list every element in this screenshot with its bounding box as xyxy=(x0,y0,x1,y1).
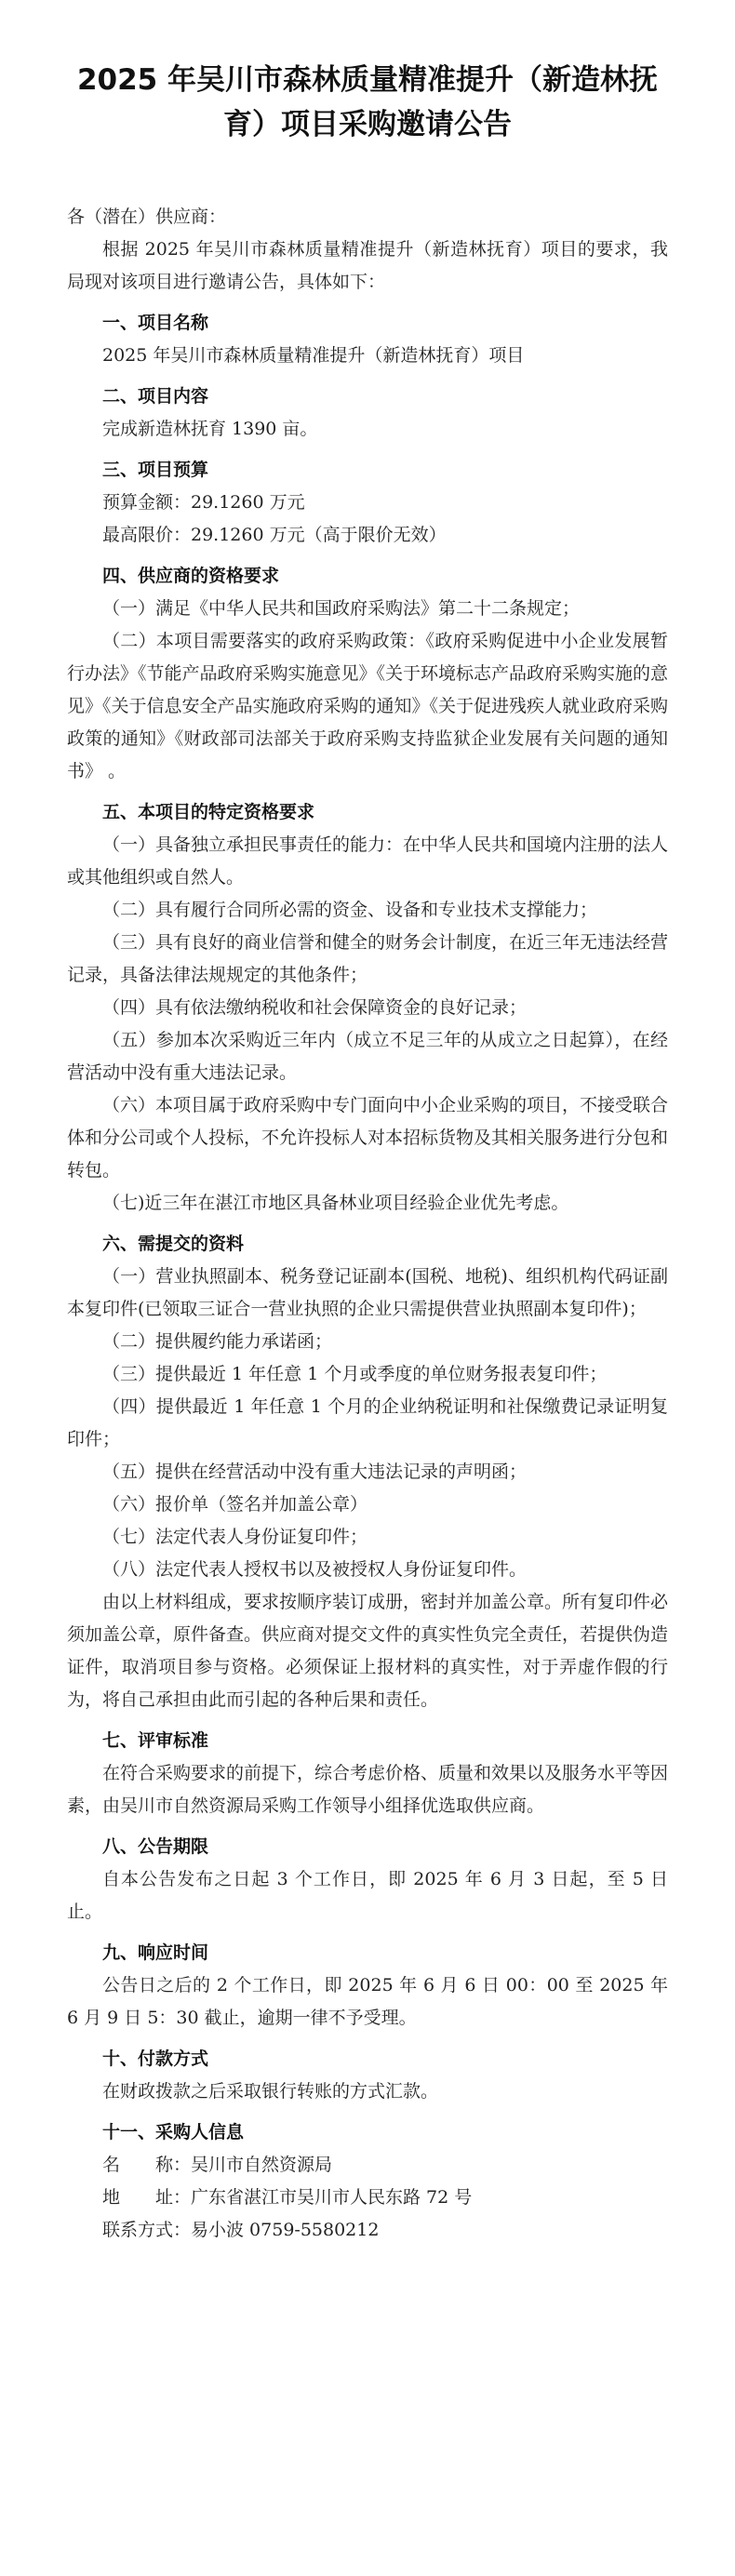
document-item: （四）提供最近 1 年任意 1 个月的企业纳税证明和社保缴费记录证明复印件； xyxy=(67,1396,668,1449)
section-heading-supplier-qualification: 四、供应商的资格要求 xyxy=(102,566,280,586)
payment-text: 在财政拨款之后采取银行转账的方式汇款。 xyxy=(102,2081,439,2102)
specific-qualification-item: （二）具有履行合同所必需的资金、设备和专业技术支撑能力； xyxy=(102,900,598,920)
section-heading-payment: 十、付款方式 xyxy=(102,2049,209,2069)
project-name-text: 2025 年吴川市森林质量精准提升（新造林抚育）项目 xyxy=(102,345,525,366)
specific-qualification-item: （四）具有依法缴纳税收和社会保障资金的良好记录； xyxy=(102,997,528,1018)
document-item: （一）营业执照副本、税务登记证副本(国税、地税)、组织机构代码证副本复印件(已领取三证合一营业执照的企业只需提供营业执照副本复印件)； xyxy=(67,1266,668,1319)
max-price: 最高限价：29.1260 万元（高于限价无效） xyxy=(102,525,447,545)
response-time-text: 公告日之后的 2 个工作日，即 2025 年 6 月 6 日 00：00 至 2025 年 6 月 9 日 5：30 截止，逾期一律不予受理。 xyxy=(67,1975,668,2028)
purchaser-address-row xyxy=(67,2182,668,2214)
section-heading-documents: 六、需提交的资料 xyxy=(102,1234,245,1254)
section-heading-notice-period: 八、公告期限 xyxy=(102,1836,209,1857)
purchaser-address-value: 广东省湛江市吴川市人民东路 72 号 xyxy=(191,2187,473,2208)
evaluation-text: 在符合采购要求的前提下，综合考虑价格、质量和效果以及服务水平等因素，由吴川市自然资源局采购工作领导小组择优选取供应商。 xyxy=(67,1763,669,1816)
section-heading-budget: 三、项目预算 xyxy=(102,460,209,480)
section-heading-project-name: 一、项目名称 xyxy=(102,313,209,333)
specific-qualification-item: （一）具备独立承担民事责任的能力：在中华人民共和国境内注册的法人或其他组织或自然人。 xyxy=(67,834,669,888)
section-heading-evaluation: 七、评审标准 xyxy=(102,1730,209,1751)
purchaser-address-label: 地 址： xyxy=(102,2187,192,2208)
project-content-text: 完成新造林抚育 1390 亩。 xyxy=(102,419,318,439)
budget-amount: 预算金额：29.1260 万元 xyxy=(102,492,305,513)
purchaser-contact-label: 联系方式： xyxy=(102,2220,192,2240)
document-item: （八）法定代表人授权书以及被授权人身份证复印件。 xyxy=(102,1559,528,1580)
salutation: 各（潜在）供应商： xyxy=(67,207,227,227)
documents-note: 由以上材料组成，要求按顺序装订成册，密封并加盖公章。所有复印件必须加盖公章，原件备查。供应商对提交文件的真实性负完全责任，若提供伪造证件，取消项目参与资格。必须保证上报材料的真实性，对于弄虚作假的行为，将自己承担由此而引起的各种后果和责任。 xyxy=(67,1592,669,1710)
section-heading-specific-qualification: 五、本项目的特定资格要求 xyxy=(102,802,315,822)
qualification-item: （二）本项目需要落实的政府采购政策：《政府采购促进中小企业发展暂行办法》《节能产品政府采购实施意见》《关于环境标志产品政府采购实施的意见》《关于信息安全产品实施政府采购的通知》《关于促进残疾人就业政府采购政策的通知》《财政部司法部关于政府采购支持监狱企业发展有关问题的通知书》 。 xyxy=(67,631,669,781)
document-item: （五）提供在经营活动中没有重大违法记录的声明函； xyxy=(102,1462,528,1482)
notice-period-text: 自本公告发布之日起 3 个工作日，即 2025 年 6 月 3 日起，至 5 日止。 xyxy=(67,1869,668,1922)
specific-qualification-item: （五）参加本次采购近三年内（成立不足三年的从成立之日起算），在经营活动中没有重大违法记录。 xyxy=(67,1030,668,1083)
document-item: （三）提供最近 1 年任意 1 个月或季度的单位财务报表复印件； xyxy=(102,1364,608,1384)
intro-paragraph: 根据 2025 年吴川市森林质量精准提升（新造林抚育）项目的要求，我局现对该项目进行邀请公告，具体如下： xyxy=(67,239,668,292)
specific-qualification-item: （六）本项目属于政府采购中专门面向中小企业采购的项目，不接受联合体和分公司或个人投标，不允许投标人对本招标货物及其相关服务进行分包和转包。 xyxy=(67,1095,669,1181)
section-heading-purchaser-info: 十一、采购人信息 xyxy=(102,2122,245,2142)
purchaser-name-value: 吴川市自然资源局 xyxy=(191,2155,333,2175)
page-title: 2025 年吴川市森林质量精准提升（新造林抚育）项目采购邀请公告 xyxy=(76,63,659,141)
specific-qualification-item: （三）具有良好的商业信誉和健全的财务会计制度，在近三年无违法经营记录，具备法律法规规定的其他条件； xyxy=(67,932,669,985)
document-item: （七）法定代表人身份证复印件； xyxy=(102,1527,368,1547)
purchaser-name-row xyxy=(67,2149,668,2182)
section-heading-project-content: 二、项目内容 xyxy=(102,386,209,407)
qualification-item: （一）满足《中华人民共和国政府采购法》第二十二条规定； xyxy=(102,598,581,619)
document-item: （六）报价单（签名并加盖公章） xyxy=(102,1494,368,1515)
purchaser-contact-value: 易小波 0759-5580212 xyxy=(191,2220,380,2240)
specific-qualification-item: （七)近三年在湛江市地区具备林业项目经验企业优先考虑。 xyxy=(102,1193,569,1213)
section-heading-response-time: 九、响应时间 xyxy=(102,1942,209,1963)
document-item: （二）提供履约能力承诺函； xyxy=(102,1331,333,1352)
purchaser-contact-row xyxy=(67,2214,668,2247)
purchaser-name-label: 名 称： xyxy=(102,2155,192,2175)
